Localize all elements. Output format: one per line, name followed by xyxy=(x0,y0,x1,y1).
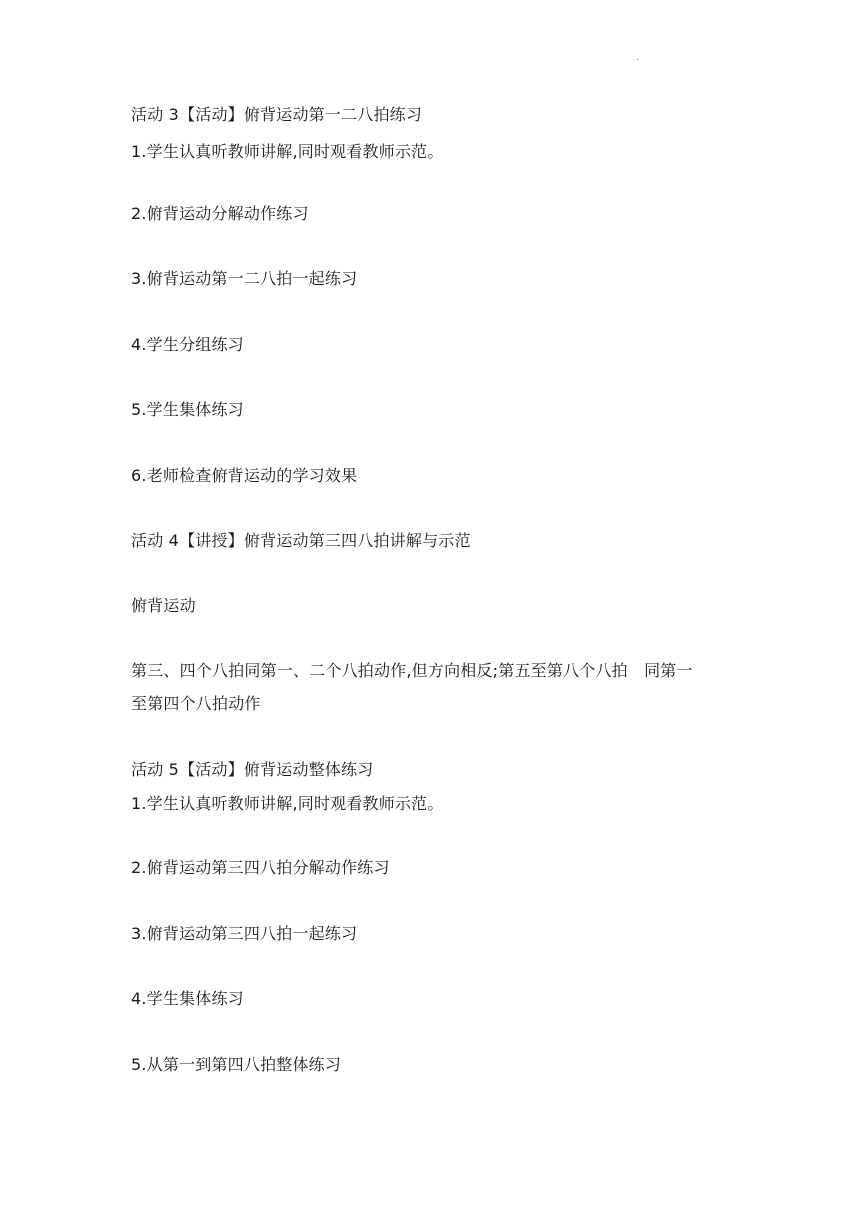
activity-4-heading: 活动 4【讲授】俯背运动第三四八拍讲解与示范 xyxy=(131,531,471,550)
activity-3-heading: 活动 3【活动】俯背运动第一二八拍练习 xyxy=(131,105,423,124)
activity-3-step-1: 1.学生认真听教师讲解,同时观看教师示范。 xyxy=(131,142,444,161)
activity-5-heading: 活动 5【活动】俯背运动整体练习 xyxy=(131,760,374,779)
activity-5-step-3: 3.俯背运动第三四八拍一起练习 xyxy=(131,924,358,943)
activity-3-step-4: 4.学生分组练习 xyxy=(131,335,244,354)
activity-4-description-line-1: 第三、四个八拍同第一、二个八拍动作,但方向相反;第五至第八个八拍 同第一 xyxy=(131,661,693,680)
activity-4-subject: 俯背运动 xyxy=(131,596,196,615)
activity-5-step-2: 2.俯背运动第三四八拍分解动作练习 xyxy=(131,858,390,877)
activity-3-step-2: 2.俯背运动分解动作练习 xyxy=(131,204,309,223)
activity-3-step-5: 5.学生集体练习 xyxy=(131,400,244,419)
activity-5-step-5: 5.从第一到第四八拍整体练习 xyxy=(131,1055,342,1074)
activity-3-step-6: 6.老师检查俯背运动的学习效果 xyxy=(131,466,358,485)
activity-3-step-3: 3.俯背运动第一二八拍一起练习 xyxy=(131,269,358,288)
corner-mark: · xyxy=(636,55,640,66)
activity-5-step-4: 4.学生集体练习 xyxy=(131,989,244,1008)
activity-4-description-line-2: 至第四个八拍动作 xyxy=(131,694,261,713)
activity-5-step-1: 1.学生认真听教师讲解,同时观看教师示范。 xyxy=(131,794,444,813)
